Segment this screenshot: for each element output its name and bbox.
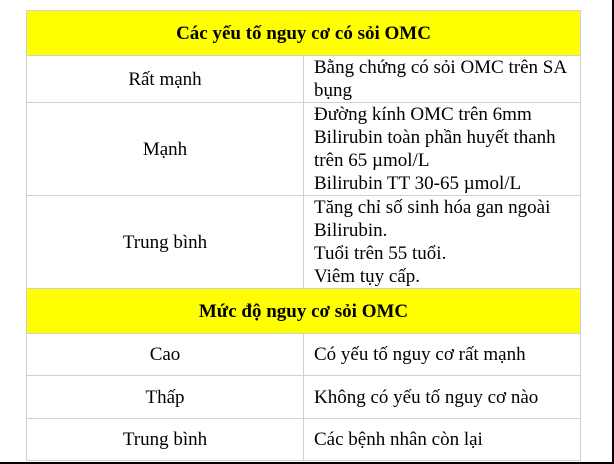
section-title-risk-levels: Mức độ nguy cơ sỏi OMC	[27, 289, 581, 334]
table-row	[27, 196, 581, 289]
content-line: Viêm tụy cấp.	[314, 266, 420, 287]
table-row	[27, 376, 581, 419]
row-content	[304, 56, 581, 103]
row-label: Cao	[27, 334, 304, 376]
row-label: Trung bình	[27, 419, 304, 461]
row-content	[304, 334, 581, 376]
section-header-risk-factors	[27, 11, 581, 56]
content-line: Bilirubin toàn phần huyết thanh trên 65 µmol/L	[314, 127, 556, 171]
row-label: Thấp	[27, 376, 304, 419]
row-content	[304, 103, 581, 196]
table-row	[27, 103, 581, 196]
content-line: Bằng chứng có sỏi OMC trên SA bụng	[314, 57, 567, 101]
content-line: Bilirubin TT 30-65 µmol/L	[314, 173, 522, 194]
content-line: Các bệnh nhân còn lại	[314, 429, 483, 450]
content-line: Có yếu tố nguy cơ rất mạnh	[314, 344, 526, 365]
section-header-risk-levels	[27, 289, 581, 334]
content-line: Không có yếu tố nguy cơ nào	[314, 386, 539, 408]
row-content	[304, 196, 581, 289]
row-label: Trung bình	[27, 196, 304, 289]
section-title-risk-factors: Các yếu tố nguy cơ có sỏi OMC	[27, 11, 581, 56]
content-line: Tuổi trên 55 tuổi.	[314, 243, 447, 264]
table-row	[27, 334, 581, 376]
row-content	[304, 419, 581, 461]
risk-factor-table	[26, 10, 581, 461]
row-label: Mạnh	[27, 103, 304, 196]
table-row	[27, 56, 581, 103]
row-content	[304, 376, 581, 419]
content-line: Tăng chỉ số sinh hóa gan ngoài Bilirubin.	[314, 197, 551, 241]
row-label: Rất mạnh	[27, 56, 304, 103]
table-row	[27, 419, 581, 461]
content-line: Đường kính OMC trên 6mm	[314, 104, 532, 125]
